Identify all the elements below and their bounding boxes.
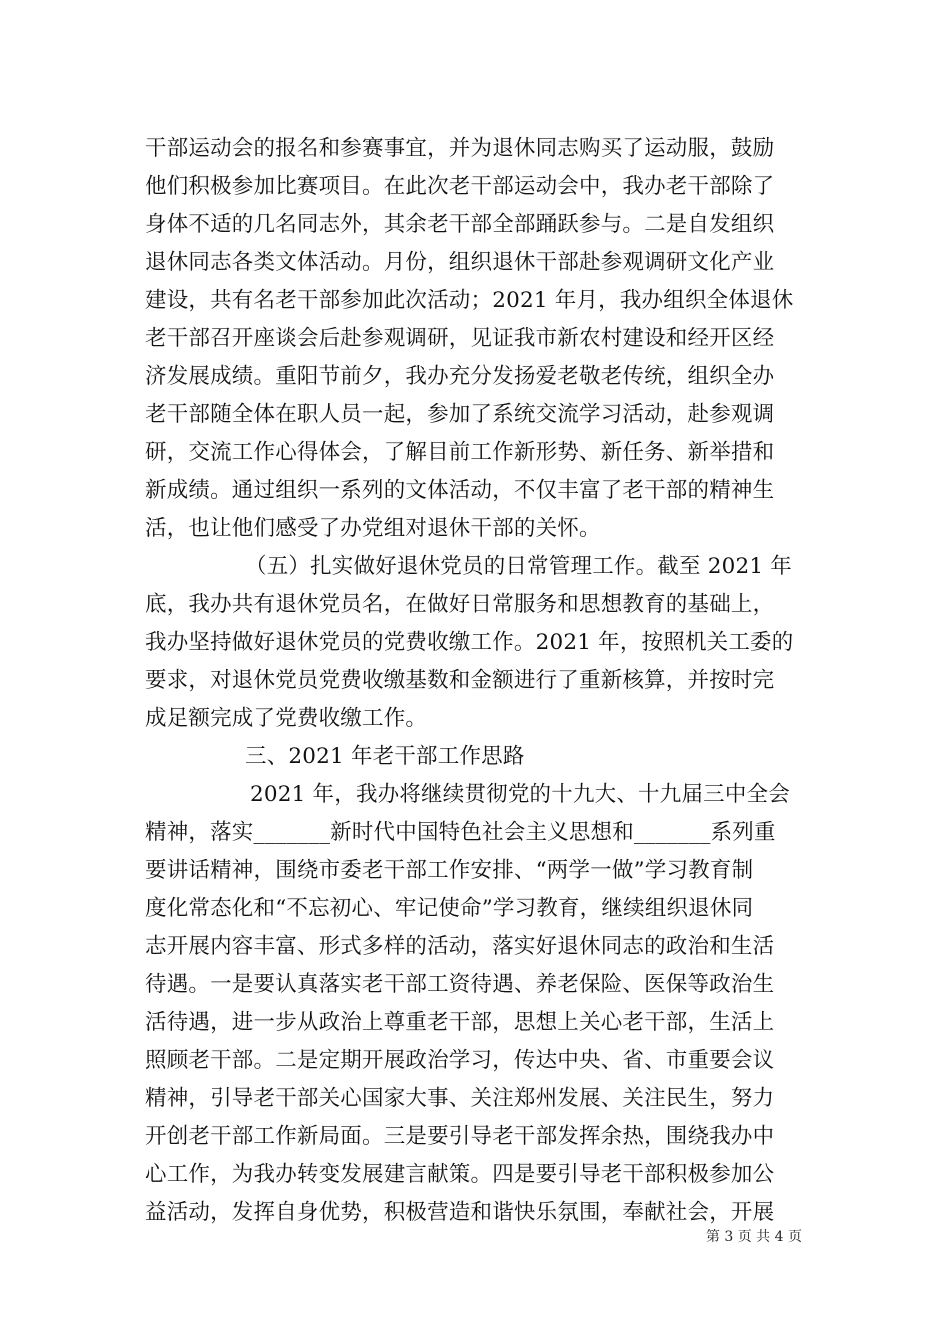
body-line-6: 老干部召开座谈会后赴参观调研，见证我市新农村建设和经开区经: [145, 326, 775, 351]
body-line-15: 要求，对退休党员党费收缴基数和金额进行了重新核算，并按时完: [145, 668, 775, 693]
body-line-9: 研，交流工作心得体会，了解目前工作新形势、新任务、新举措和: [145, 440, 775, 465]
body-line-10: 新成绩。通过组织一系列的文体活动，不仅丰富了老干部的精神生: [145, 478, 775, 503]
body-line-24: 活待遇，进一步从政治上尊重老干部，思想上关心老干部，生活上: [145, 1010, 775, 1035]
body-line-23: 待遇。一是要认真落实老干部工资待遇、养老保险、医保等政治生: [145, 972, 775, 997]
body-line-19: 精神，落实_______新时代中国特色社会主义思想和_______系列重: [145, 820, 776, 845]
body-line-1: 干部运动会的报名和参赛事宜，并为退休同志购买了运动服，鼓励: [145, 136, 775, 161]
body-line-11: 活，也让他们感受了办党组对退休干部的关怀。: [145, 516, 601, 541]
body-line-16: 成足额完成了党费收缴工作。: [145, 706, 428, 731]
section-three-heading: 三、2021 年老干部工作思路: [245, 744, 525, 769]
section-five-heading-line: （五）扎实做好退休党员的日常管理工作。截至 2021 年: [245, 554, 792, 579]
body-line-25: 照顾老干部。二是定期开展政治学习，传达中央、省、市重要会议: [145, 1048, 775, 1073]
body-line-21: 度化常态化和“不忘初心、牢记使命”学习教育，继续组织退休同: [145, 896, 754, 921]
body-line-22: 志开展内容丰富、形式多样的活动，落实好退休同志的政治和生活: [145, 934, 775, 959]
body-line-18: 2021 年，我办将继续贯彻党的十九大、十九届三中全会: [250, 782, 790, 807]
page-number-footer: 第 3 页 共 4 页: [705, 1229, 802, 1245]
body-line-13: 底，我办共有退休党员名，在做好日常服务和思想教育的基础上，: [145, 592, 775, 617]
body-line-7: 济发展成绩。重阳节前夕，我办充分发扬爱老敬老传统，组织全办: [145, 364, 775, 389]
body-line-20: 要讲话精神，围绕市委老干部工作安排、“两学一做”学习教育制: [145, 858, 754, 883]
body-line-27: 开创老干部工作新局面。三是要引导老干部发挥余热，围绕我办中: [145, 1124, 775, 1149]
body-line-3: 身体不适的几名同志外，其余老干部全部踊跃参与。二是自发组织: [145, 212, 775, 237]
body-line-14: 我办坚持做好退休党员的党费收缴工作。2021 年，按照机关工委的: [145, 630, 794, 655]
body-line-28: 心工作，为我办转变发展建言献策。四是要引导老干部积极参加公: [145, 1162, 775, 1187]
body-line-5: 建设，共有名老干部参加此次活动；2021 年月，我办组织全体退休: [145, 288, 794, 313]
body-line-4: 退休同志各类文体活动。月份，组织退休干部赴参观调研文化产业: [145, 250, 775, 275]
body-line-8: 老干部随全体在职人员一起，参加了系统交流学习活动，赴参观调: [145, 402, 775, 427]
body-line-26: 精神，引导老干部关心国家大事、关注郑州发展、关注民生，努力: [145, 1086, 775, 1111]
body-line-2: 他们积极参加比赛项目。在此次老干部运动会中，我办老干部除了: [145, 174, 775, 199]
body-line-29: 益活动，发挥自身优势，积极营造和谐快乐氛围，奉献社会，开展: [145, 1200, 775, 1225]
